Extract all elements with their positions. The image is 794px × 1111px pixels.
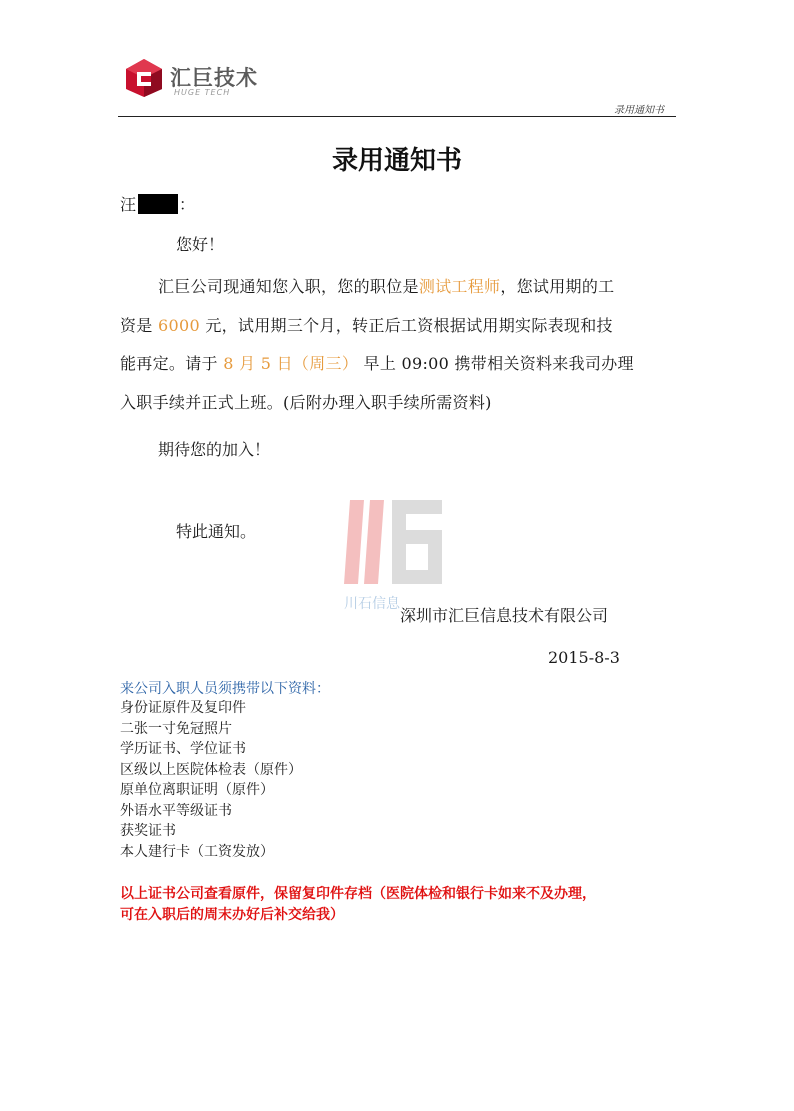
greeting: 您好！	[176, 235, 225, 254]
logo-company-subtitle: HUGE TECH	[174, 88, 231, 97]
header-doc-label: 录用通知书	[614, 105, 664, 116]
list-item: 本人建行卡（工资发放）	[120, 843, 274, 860]
note-line-2: 可在入职后的周末办好后补交给我）	[120, 907, 344, 923]
logo-company-name: 汇巨技术	[170, 66, 258, 90]
watermark-text: 川石信息	[344, 596, 400, 612]
note-line-1: 以上证书公司查看原件，保留复印件存档（医院体检和银行卡如来不及办理，	[120, 886, 596, 902]
recipient-surname: 汪	[120, 195, 137, 214]
huge-tech-logo-icon	[124, 58, 164, 98]
paragraph-line-4: 入职手续并正式上班。(后附办理入职手续所需资料)	[120, 392, 492, 412]
paragraph-line-2	[120, 307, 680, 346]
signing-date: 2015-8-3	[548, 648, 620, 667]
paragraph-text: 早上 09:00 携带相关资料来我司办理	[363, 354, 634, 373]
list-item: 区级以上医院体检表（原件）	[120, 761, 302, 778]
list-item: 获奖证书	[120, 823, 176, 839]
list-item: 身份证原件及复印件	[120, 700, 246, 716]
paragraph-text: 能再定。请于	[120, 354, 218, 373]
redacted-name-block	[138, 194, 178, 214]
header-divider	[118, 116, 676, 117]
watermark-logo-icon	[340, 492, 450, 612]
notice-line: 特此通知。	[176, 522, 257, 541]
company-logo	[124, 58, 274, 103]
paragraph-text: ，您试用期的工	[500, 277, 615, 296]
start-date: 8 月 5 日（周三）	[223, 354, 359, 373]
paragraph-line-1	[120, 268, 680, 307]
position-title: 测试工程师	[418, 277, 501, 296]
documents-list	[120, 698, 302, 862]
signing-company: 深圳市汇巨信息技术有限公司	[400, 606, 609, 625]
list-item: 原单位离职证明（原件）	[120, 782, 274, 798]
salutation	[120, 192, 195, 215]
paragraph-text: 元，试用期三个月，转正后工资根据试用期实际表现和技	[205, 315, 613, 335]
paragraph-text: 汇巨公司现通知您入职，您的职位是	[158, 277, 419, 296]
list-item: 外语水平等级证书	[120, 802, 232, 819]
watermark	[340, 492, 450, 612]
closing-line: 期待您的加入！	[158, 440, 271, 459]
important-note	[120, 884, 680, 926]
salary-amount: 6000	[158, 315, 200, 335]
paragraph-line-3	[120, 345, 680, 384]
page-title: 录用通知书	[331, 146, 462, 176]
salutation-colon: ：	[179, 195, 196, 214]
list-item: 学历证书、学位证书	[120, 741, 246, 757]
offer-paragraph	[120, 268, 680, 422]
paragraph-text: 资是	[120, 315, 153, 335]
documents-heading: 来公司入职人员须携带以下资料：	[120, 681, 330, 697]
list-item: 二张一寸免冠照片	[120, 720, 232, 737]
